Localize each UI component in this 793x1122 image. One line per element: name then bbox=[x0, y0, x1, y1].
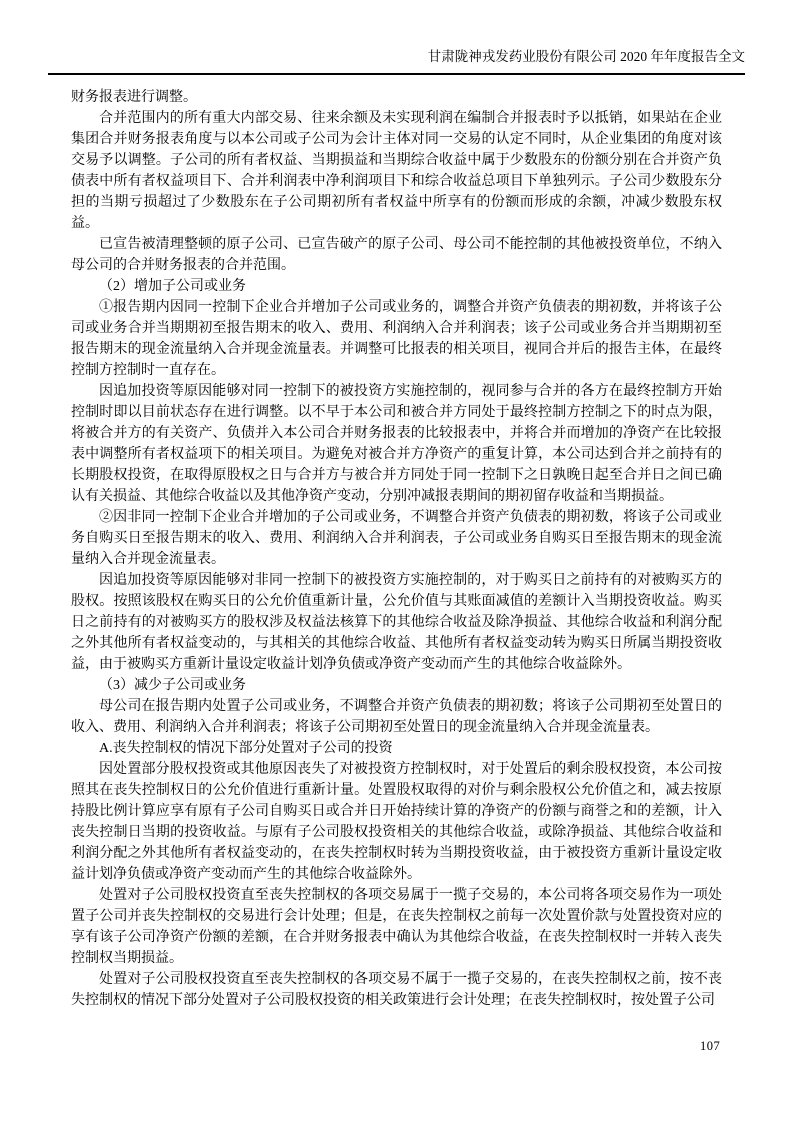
sub-heading: A.丧失控制权的情况下部分处置对子公司的投资 bbox=[99, 741, 393, 756]
paragraph: 因追加投资等原因能够对非同一控制下的被投资方实施控制的，对于购买日之前持有的对被购买方的股权。按照该股权在购买日的公允价值重新计量，公允价值与其账面减值的差额计入当期投资收益。购买日之前持有的对被购买方的股权涉及权益法核算下的其他综合收益及除净损益、其他综合收益和利润分配之外其他所有者权益变动的，与其相关的其他综合收益、其他所有者权益变动转为购买日所属当期投资收益，由于被购买方重新计量设定收益计划净负债或净资产变动而产生的其他综合收益除外。 bbox=[71, 573, 722, 672]
paragraph: ②因非同一控制下企业合并增加的子公司或业务，不调整合并资产负债表的期初数，将该子公司或业务自购买日至报告期末的收入、费用、利润纳入合并利润表，子公司或业务自购买日至报告期末的现金流量纳入合并现金流量表。 bbox=[71, 510, 722, 567]
paragraph: 因追加投资等原因能够对同一控制下的被投资方实施控制的，视同参与合并的各方在最终控制方开始控制时即以目前状态存在进行调整。以不早于本公司和被合并方同处于最终控制方控制之下的时点为限，将被合并方的有关资产、负债并入本公司合并财务报表的比较报表中，并将合并而增加的净资产在比较报表中调整所有者权益项下的相关项目。为避免对被合并方净资产的重复计算，本公司达到合并之前持有的长期股权投资，在取得原股权之日与合并方与被合并方同处于同一控制下之日孰晚日起至合并日之间已确认有关损益、其他综合收益以及其他净资产变动，分别冲减报表期间的期初留存收益和当期损益。 bbox=[71, 384, 722, 504]
paragraph: ①报告期内因同一控制下企业合并增加子公司或业务的，调整合并资产负债表的期初数，并将该子公司或业务合并当期期初至报告期末的收入、费用、利润纳入合并利润表；该子公司或业务合并当期期初至报告期末的现金流量纳入合并现金流量表。并调整可比报表的相关项目，视同合并后的报告主体，在最终控制方控制时一直存在。 bbox=[71, 300, 722, 378]
paragraph: 合并范围内的所有重大内部交易、往来余额及未实现利润在编制合并报表时予以抵销，如果站在企业集团合并财务报表角度与以本公司或子公司为会计主体对同一交易的认定不同时，从企业集团的角度对该交易予以调整。子公司的所有者权益、当期损益和当期综合收益中属于少数股东的份额分别在合并资产负债表中所有者权益项目下、合并利润表中净利润项目下和综合收益总项目下单独列示。子公司少数股东分担的当期亏损超过了少数股东在子公司期初所有者权益中所享有的份额而形成的余额，冲减少数股东权益。 bbox=[71, 111, 722, 231]
page-number: 107 bbox=[700, 1039, 721, 1053]
paragraph: 因处置部分股权投资或其他原因丧失了对被投资方控制权时，对于处置后的剩余股权投资，本公司按照其在丧失控制权日的公允价值进行重新计量。处置股权取得的对价与剩余股权公允价值之和，减去按原持股比例计算应享有原有子公司自购买日或合并日开始持续计算的净资产的份额与商誉之和的差额，计入丧失控制日当期的投资收益。与原有子公司股权投资相关的其他综合收益，或除净损益、其他综合收益和利润分配之外其他所有者权益变动的，在丧失控制权时转为当期投资收益，由于被投资方重新计量设定收益计划净负债或净资产变动而产生的其他综合收益除外。 bbox=[71, 762, 722, 882]
section-heading: （3）减少子公司或业务 bbox=[99, 678, 246, 693]
paragraph: 母公司在报告期内处置子公司或业务，不调整合并资产负债表的期初数；将该子公司期初至处置日的收入、费用、利润纳入合并利润表；将该子公司期初至处置日的现金流量纳入合并现金流量表。 bbox=[71, 699, 722, 735]
section-heading: （2）增加子公司或业务 bbox=[99, 279, 246, 294]
paragraph: 处置对子公司股权投资直至丧失控制权的各项交易属于一揽子交易的，本公司将各项交易作为一项处置子公司并丧失控制权的交易进行会计处理；但是，在丧失控制权之前每一次处置价款与处置投资对应的享有该子公司净资产份额的差额，在合并财务报表中确认为其他综合收益，在丧失控制权时一并转入丧失控制权当期损益。 bbox=[71, 888, 722, 966]
page-header bbox=[48, 48, 745, 75]
paragraph: 处置对子公司股权投资直至丧失控制权的各项交易不属于一揽子交易的，在丧失控制权之前，按不丧失控制权的情况下部分处置对子公司股权投资的相关政策进行会计处理；在丧失控制权时，按处置子公司 bbox=[71, 972, 722, 1008]
document-body bbox=[71, 87, 722, 1011]
paragraph: 已宣告被清理整顿的原子公司、已宣告破产的原子公司、母公司不能控制的其他被投资单位，不纳入母公司的合并财务报表的合并范围。 bbox=[71, 237, 722, 273]
paragraph-continuation: 财务报表进行调整。 bbox=[71, 90, 197, 105]
header-title: 甘肃陇神戎发药业股份有限公司 2020 年年度报告全文 bbox=[427, 49, 745, 64]
